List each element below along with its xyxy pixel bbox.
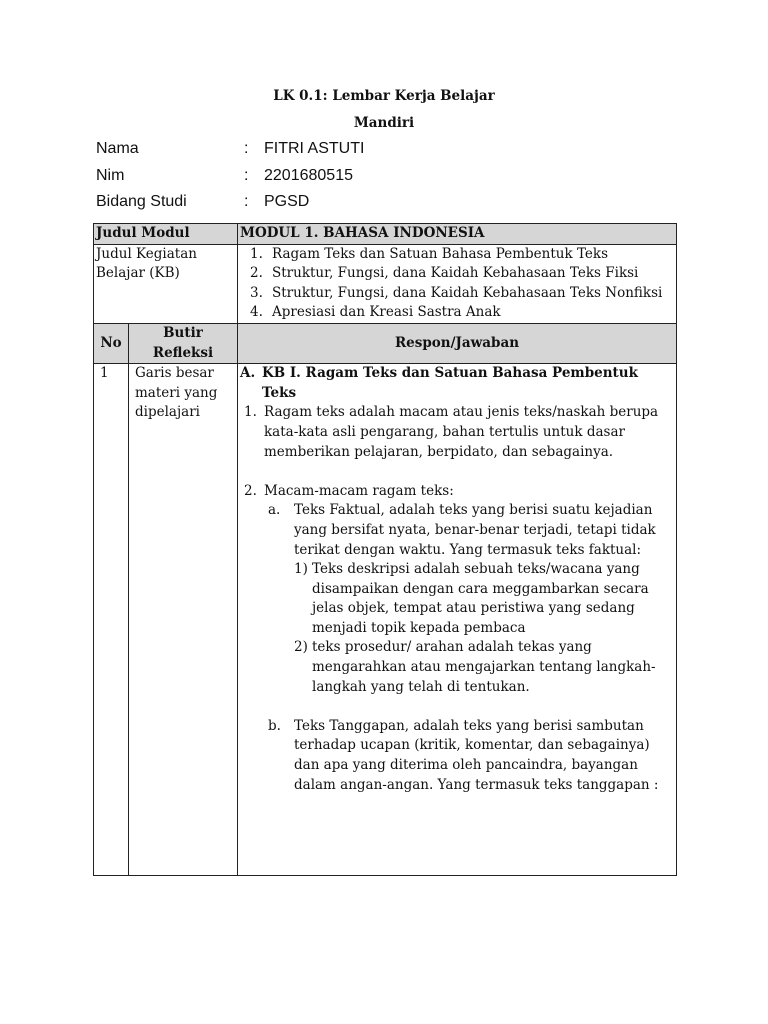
kb-list (238, 244, 677, 323)
col-header-butir: Butir Refleksi (129, 323, 238, 363)
table-header-row (94, 323, 677, 363)
worksheet-table (93, 223, 677, 876)
page-title: LK 0.1: Lembar Kerja Belajar (273, 88, 495, 104)
list-item: 1) Teks deskripsi adalah sebuah teks/wacana yang disampaikan dengan cara meggambarkan secara jelas objek, tempat atau peristiwa yang sedang menjadi topik kepada pembaca (294, 561, 649, 636)
kb-item: 3. Struktur, Fungsi, dana Kaidah Kebahasaan Teks Nonfiksi (250, 284, 663, 301)
row-butir: Garis besar materi yang dipelajari (129, 364, 238, 876)
list-item: 2. Macam-macam ragam teks: (244, 482, 454, 499)
info-value: FITRI ASTUTI (264, 140, 365, 157)
info-colon: : (244, 193, 249, 210)
table-row-judul-modul (94, 224, 677, 245)
info-label: Bidang Studi (96, 193, 187, 210)
section-heading: A. KB I. Ragam Teks dan Satuan Bahasa Pembentuk Teks (240, 365, 638, 401)
kb-item: 1. Ragam Teks dan Satuan Bahasa Pembentuk Teks (250, 245, 608, 262)
info-value: PGSD (264, 193, 310, 210)
table-row (94, 364, 677, 876)
list-item: b. Teks Tanggapan, adalah teks yang berisi sambutan terhadap ucapan (kritik, komentar, dan sebagainya) dan apa yang diterima oleh pancaindra, bayangan dalam angan-angan. Yang termasuk teks tanggapan : (268, 717, 659, 793)
judul-modul-value: MODUL 1. BAHASA INDONESIA (238, 224, 677, 245)
info-colon: : (244, 167, 249, 184)
info-colon: : (244, 140, 249, 157)
page-subtitle: Mandiri (353, 115, 415, 131)
col-header-no: No (94, 323, 129, 363)
kb-item: 2. Struktur, Fungsi, dana Kaidah Kebahasaan Teks Fiksi (250, 265, 639, 282)
row-respon (238, 364, 677, 876)
table-row-kb (94, 244, 677, 323)
info-value: 2201680515 (264, 167, 353, 184)
list-item: 2) teks prosedur/ arahan adalah tekas yang mengarahkan atau mengajarkan tentang langkah-langkah yang telah di tentukan. (294, 639, 656, 695)
row-number: 1 (94, 364, 129, 876)
col-header-respon: Respon/Jawaban (238, 323, 677, 363)
kb-item: 4. Apresiasi dan Kreasi Sastra Anak (250, 304, 501, 321)
kb-label: Judul Kegiatan Belajar (KB) (94, 244, 238, 323)
list-item: a. Teks Faktual, adalah teks yang berisi suatu kejadian yang bersifat nyata, benar-benar terjadi, tetapi tidak terikat dengan waktu. Yang termasuk teks faktual: (268, 502, 656, 558)
judul-modul-label: Judul Modul (94, 224, 238, 245)
list-item: 1. Ragam teks adalah macam atau jenis teks/naskah berupa kata-kata asli pengarang, bahan tertulis untuk dasar memberikan pelajaran, berpidato, dan sebagainya. (244, 404, 659, 460)
info-label: Nama (96, 140, 139, 157)
info-label: Nim (96, 167, 125, 184)
